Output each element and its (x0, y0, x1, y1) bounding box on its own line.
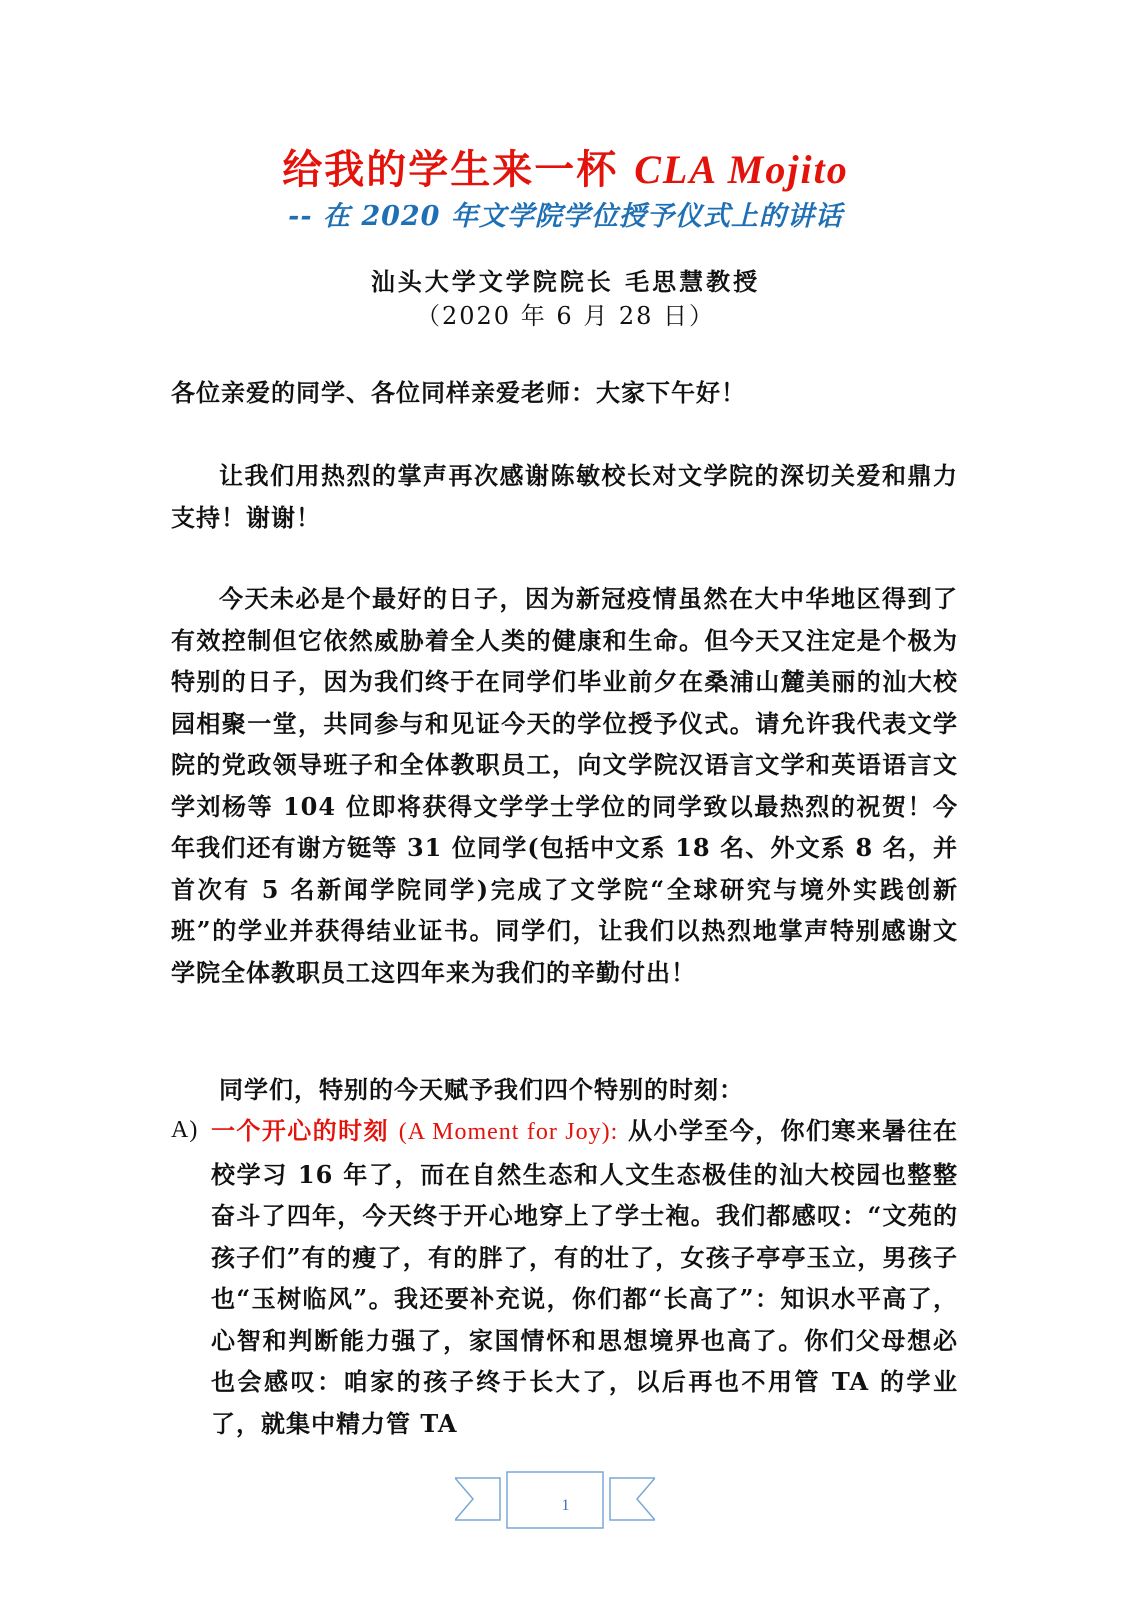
author-line: 汕头大学文学院院长 毛思慧教授 (370, 267, 761, 296)
list-item-content (211, 1110, 958, 1444)
moment-text: 从小学至今，你们寒来暑往在校学习 16 年了，而在自然生态和人文生态极佳的汕大校园也整整奋斗了四年，今天终于开心地穿上了学士袍。我们都感叹：“文苑的孩子们”有的瘦了，有的胖了，有的壮了，女孩子亭亭玉立，男孩子也“玉树临风”。我还要补充说，你们都“长高了”：知识水平高了，心智和判断能力强了，家国情怀和思想境界也高了。你们父母想必也会感叹：咱家的孩子终于长大了，以后再也不用管 TA 的学业了，就集中精力管 TA (211, 1116, 959, 1438)
title-english: CLA Mojito (634, 147, 849, 192)
moment-heading: 一个开心的时刻 (211, 1116, 389, 1145)
document-title (0, 138, 1131, 195)
greeting: 各位亲爱的同学、各位同样亲爱老师：大家下午好！ (171, 378, 746, 407)
document-subtitle: -- 在 2020 年文学院学位授予仪式上的讲话 (288, 201, 843, 232)
title-chinese: 给我的学生来一杯 (282, 146, 619, 193)
date-line: （2020 年 6 月 28 日） (415, 302, 716, 330)
list-item-a (171, 1110, 958, 1444)
moment-heading-english: (A Moment for Joy): (398, 1119, 619, 1145)
page-number: 1 (561, 1497, 570, 1514)
paragraph-main: 今天未必是个最好的日子，因为新冠疫情虽然在大中华地区得到了有效控制但它依然威胁着全人类的健康和生命。但今天又注定是个极为特别的日子，因为我们终于在同学们毕业前夕在桑浦山麓美丽的汕大校园相聚一堂，共同参与和见证今天的学位授予仪式。请允许我代表文学院的党政领导班子和全体教职员工，向文学院汉语言文学和英语语言文学刘杨等 104 位即将获得文学学士学位的同学致以最热烈的祝贺！今年我们还有谢方铤等 31 位同学(包括中文系 18 名、外文系 8 名，并首次有 5 名新闻学院同学)完成了文学院“全球研究与境外实践创新班”的学业并获得结业证书。同学们，让我们以热烈地掌声特别感谢文学院全体教职员工这四年来为我们的辛勤付出！ (171, 584, 958, 987)
list-marker: A) (171, 1117, 199, 1143)
paragraph-moments-intro: 同学们，特别的今天赋予我们四个特别的时刻： (219, 1075, 744, 1104)
paragraph-thanks: 让我们用热烈的掌声再次感谢陈敏校长对文学院的深切关爱和鼎力支持！谢谢！ (171, 461, 958, 532)
